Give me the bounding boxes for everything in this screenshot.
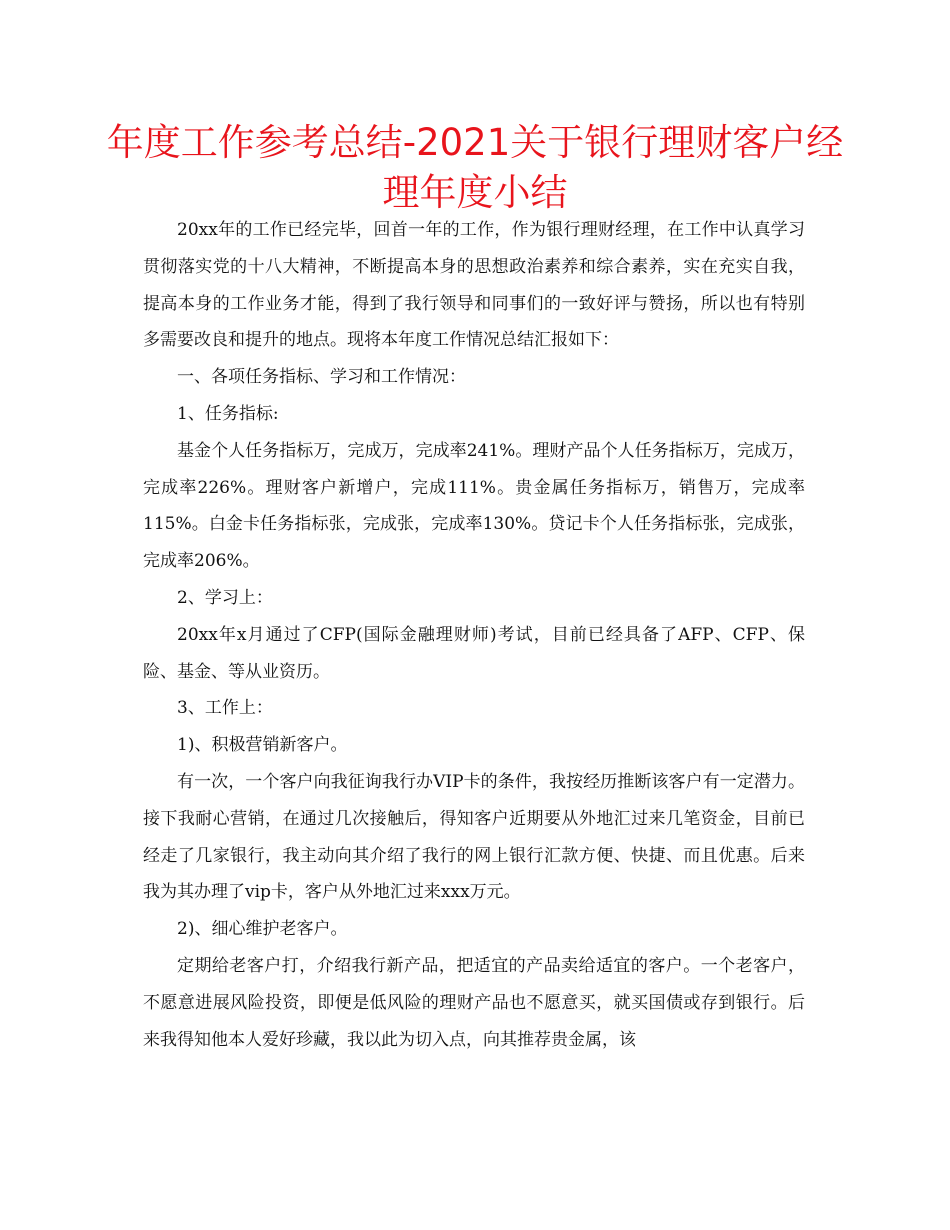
subheading-study: 2、学习上： bbox=[177, 587, 273, 608]
subheading-old-customers: 2)、细心维护老客户。 bbox=[177, 919, 348, 940]
section-heading-1: 一、各项任务指标、学习和工作情况： bbox=[177, 367, 466, 388]
document-title: 年度工作参考总结-2021关于银行理财客户经理年度小结 bbox=[106, 121, 844, 214]
subheading-task-targets: 1、任务指标: bbox=[177, 403, 279, 424]
paragraph-new-customers: 有一次，一个客户向我征询我行办VIP卡的条件，我按经历推断该客户有一定潜力。接下我耐心营销，在通过几次接触后，得知客户近期要从外地汇过来几笔资金，目前已经走了几家银行，我主动向其介绍了我行的网上银行汇款方便、快捷、而且优惠。后来我为其办理了vip卡，客户从外地汇过来xxx万元。 bbox=[143, 771, 805, 903]
subheading-new-customers: 1)、积极营销新客户。 bbox=[177, 735, 348, 756]
paragraph-intro: 20xx年的工作已经完毕，回首一年的工作，作为银行理财经理，在工作中认真学习贯彻落实党的十八大精神，不断提高本身的思想政治素养和综合素养，实在充实自我，提高本身的工作业务才能，得到了我行领导和同事们的一致好评与赞扬，所以也有特别多需要改良和提升的地点。现将本年度工作情况总结汇报如下： bbox=[143, 220, 805, 351]
paragraph-old-customers: 定期给老客户打，介绍我行新产品，把适宜的产品卖给适宜的客户。一个老客户，不愿意进展风险投资，即便是低风险的理财产品也不愿意买，就买国债或存到银行。后来我得知他本人爱好珍藏，我以此为切入点，向其推荐贵金属，该 bbox=[143, 955, 805, 1050]
subheading-work: 3、工作上： bbox=[177, 698, 273, 719]
document-body bbox=[143, 212, 805, 1058]
paragraph-study: 20xx年x月通过了CFP(国际金融理财师)考试，目前已经具备了AFP、CFP、保险、基金、等从业资历。 bbox=[143, 624, 805, 682]
paragraph-task-targets: 基金个人任务指标万，完成万，完成率241%。理财产品个人任务指标万，完成万，完成率226%。理财客户新增户，完成111%。贵金属任务指标万，销售万，完成率115%。白金卡任务指标张，完成张，完成率130%。贷记卡个人任务指标张，完成张，完成率206%。 bbox=[143, 440, 805, 572]
